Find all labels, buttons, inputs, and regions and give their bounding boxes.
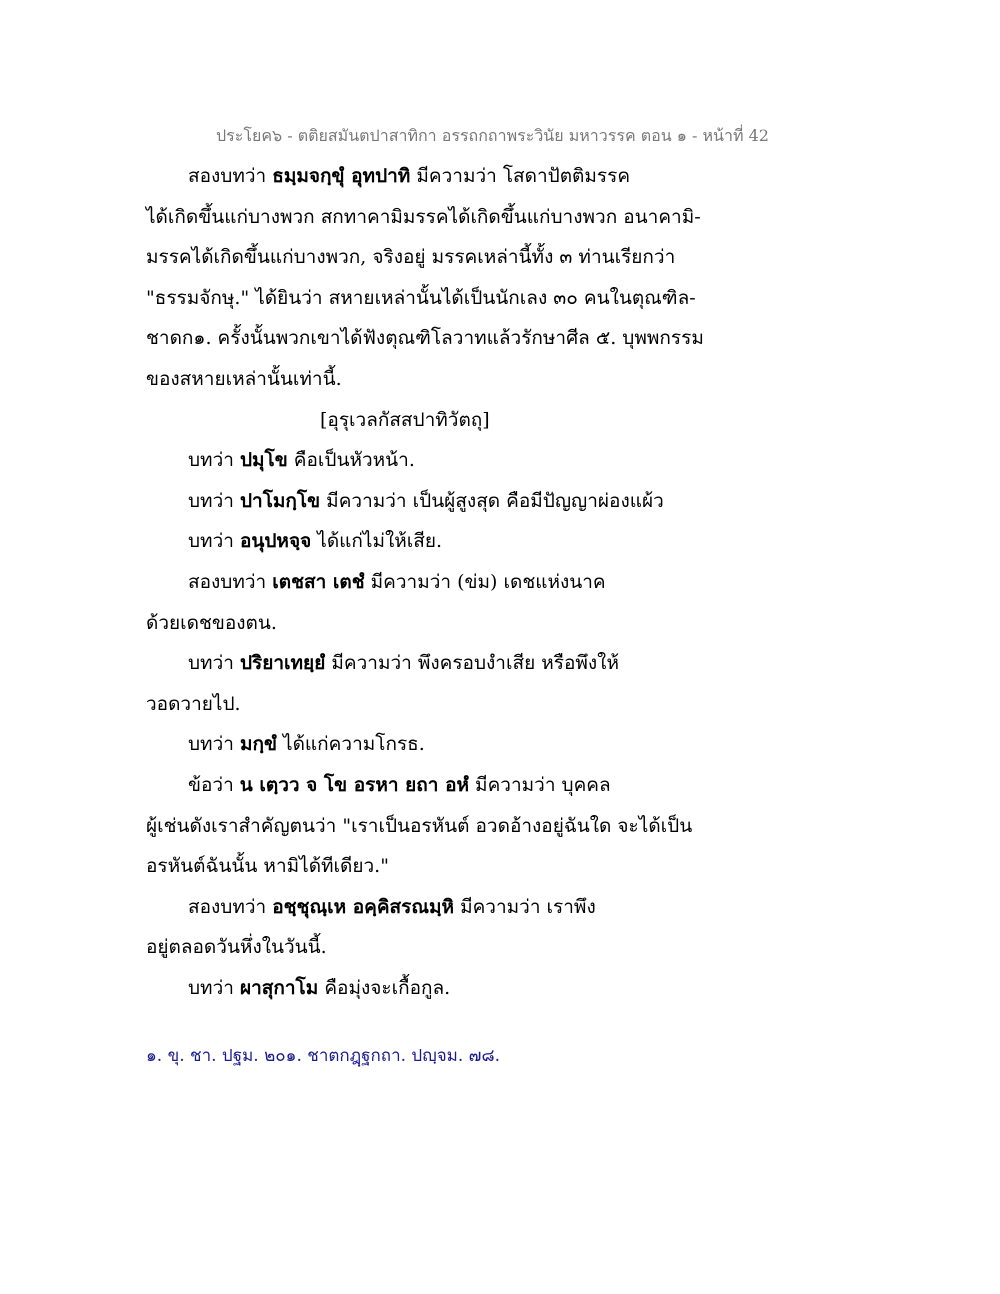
text-segment: สองบทว่า xyxy=(188,165,273,187)
text-segment: มีความว่า บุคคล xyxy=(469,773,611,796)
footnote: ๑. ขุ. ชา. ปฐม. ๒๐๑. ชาตกฎฺฐกถา. ปญฺจม. ๗๘. xyxy=(146,1046,500,1066)
text-line xyxy=(146,724,746,765)
text-segment: บทว่า xyxy=(188,449,240,472)
text-segment: ข้อว่า xyxy=(188,773,240,796)
text-segment: มีความว่า พึงครอบงำเสีย หรือพึงให้ xyxy=(325,652,619,675)
text-segment: มีความว่า เราพึง xyxy=(454,895,596,918)
text-line xyxy=(146,846,746,887)
text-segment: ชาดก๑. ครั้งนั้นพวกเขาได้ฟังตุณฑิโลวาทแล้วรักษาศีล ๕. บุพพกรรม xyxy=(146,327,704,350)
text-segment: "ธรรมจักษุ." ได้ยินว่า สหายเหล่านั้นได้เป็นนักเลง ๓๐ คนในตุณฑิล- xyxy=(146,286,696,309)
text-line xyxy=(146,684,746,725)
text-line xyxy=(146,156,746,197)
text-line xyxy=(146,927,746,968)
pali-term: ปมุโข xyxy=(239,449,288,472)
text-segment: อรหันต์ฉันนั้น หามิได้ทีเดียว." xyxy=(146,855,389,878)
text-segment: ได้แก่ความโกรธ. xyxy=(277,733,425,756)
text-segment: ด้วยเดชของตน. xyxy=(146,611,277,634)
text-segment: บทว่า xyxy=(188,733,240,756)
pali-term: อนุปหจฺจ xyxy=(239,530,312,553)
pali-term: ผาสุกาโม xyxy=(239,976,319,999)
pali-term: อชฺชุณฺเห อคฺคิสรณมฺหิ xyxy=(272,895,455,918)
pali-term: น เตฺวว จ โข อรหา ยถา อหํ xyxy=(239,773,470,796)
text-line xyxy=(146,643,746,684)
text-segment: วอดวายไป. xyxy=(146,692,241,715)
text-segment: ของสหายเหล่านั้นเท่านี้. xyxy=(146,367,342,390)
section-heading xyxy=(146,400,746,441)
text-segment: มีความว่า (ข่ม) เดชแห่งนาค xyxy=(364,570,606,593)
text-line xyxy=(146,521,746,562)
pali-term: มกฺขํ xyxy=(239,733,277,756)
text-segment: สองบทว่า xyxy=(188,570,273,593)
text-segment: สองบทว่า xyxy=(188,895,273,918)
text-line xyxy=(146,887,746,928)
text-line xyxy=(146,359,746,400)
pali-term: ปริยาเทยฺยํ xyxy=(239,652,326,675)
pali-term: ปาโมกฺโข xyxy=(239,489,321,512)
pali-term: เตชสา เตชํ xyxy=(272,570,365,593)
text-segment: ผู้เช่นดังเราสำคัญตนว่า "เราเป็นอรหันต์ อวดอ้างอยู่ฉันใด จะได้เป็น xyxy=(146,814,693,837)
text-line xyxy=(146,197,746,238)
text-line xyxy=(146,318,746,359)
pali-term: ธมฺมจกฺขุํ อุทปาทิ xyxy=(272,165,411,187)
text-line xyxy=(146,562,746,603)
text-line xyxy=(146,237,746,278)
text-line xyxy=(146,765,746,806)
page-header: ประโยค๖ - ตติยสมันตปาสาทิกา อรรถกถาพระวินัย มหาวรรค ตอน ๑ - หน้าที่ 42 xyxy=(216,126,769,145)
text-segment: คือมุ่งจะเกื้อกูล. xyxy=(318,976,451,999)
text-segment: ได้แก่ไม่ให้เสีย. xyxy=(311,530,443,553)
text-segment: ได้เกิดขึ้นแก่บางพวก สกทาคามิมรรคได้เกิดขึ้นแก่บางพวก อนาคามิ- xyxy=(146,205,701,228)
text-line xyxy=(146,968,746,1009)
text-segment: อยู่ตลอดวันหึ่งในวันนี้. xyxy=(146,936,327,959)
text-segment: บทว่า xyxy=(188,489,240,512)
text-line xyxy=(146,481,746,522)
text-line xyxy=(146,806,746,847)
text-segment: มีความว่า โสดาปัตติมรรค xyxy=(410,165,631,187)
text-segment: บทว่า xyxy=(188,652,240,675)
text-line xyxy=(146,278,746,319)
text-segment: บทว่า xyxy=(188,976,240,999)
text-line xyxy=(146,603,746,644)
text-line xyxy=(146,440,746,481)
text-segment: คือเป็นหัวหน้า. xyxy=(287,449,415,472)
document-body xyxy=(146,156,746,1008)
text-segment: มรรคได้เกิดขึ้นแก่บางพวก, จริงอยู่ มรรคเหล่านี้ทั้ง ๓ ท่านเรียกว่า xyxy=(146,246,676,269)
text-segment: [อุรุเวลกัสสปาทิวัตถุ] xyxy=(320,408,490,431)
text-segment: บทว่า xyxy=(188,530,240,553)
text-segment: มีความว่า เป็นผู้สูงสุด คือมีปัญญาผ่องแผ้ว xyxy=(320,489,664,512)
